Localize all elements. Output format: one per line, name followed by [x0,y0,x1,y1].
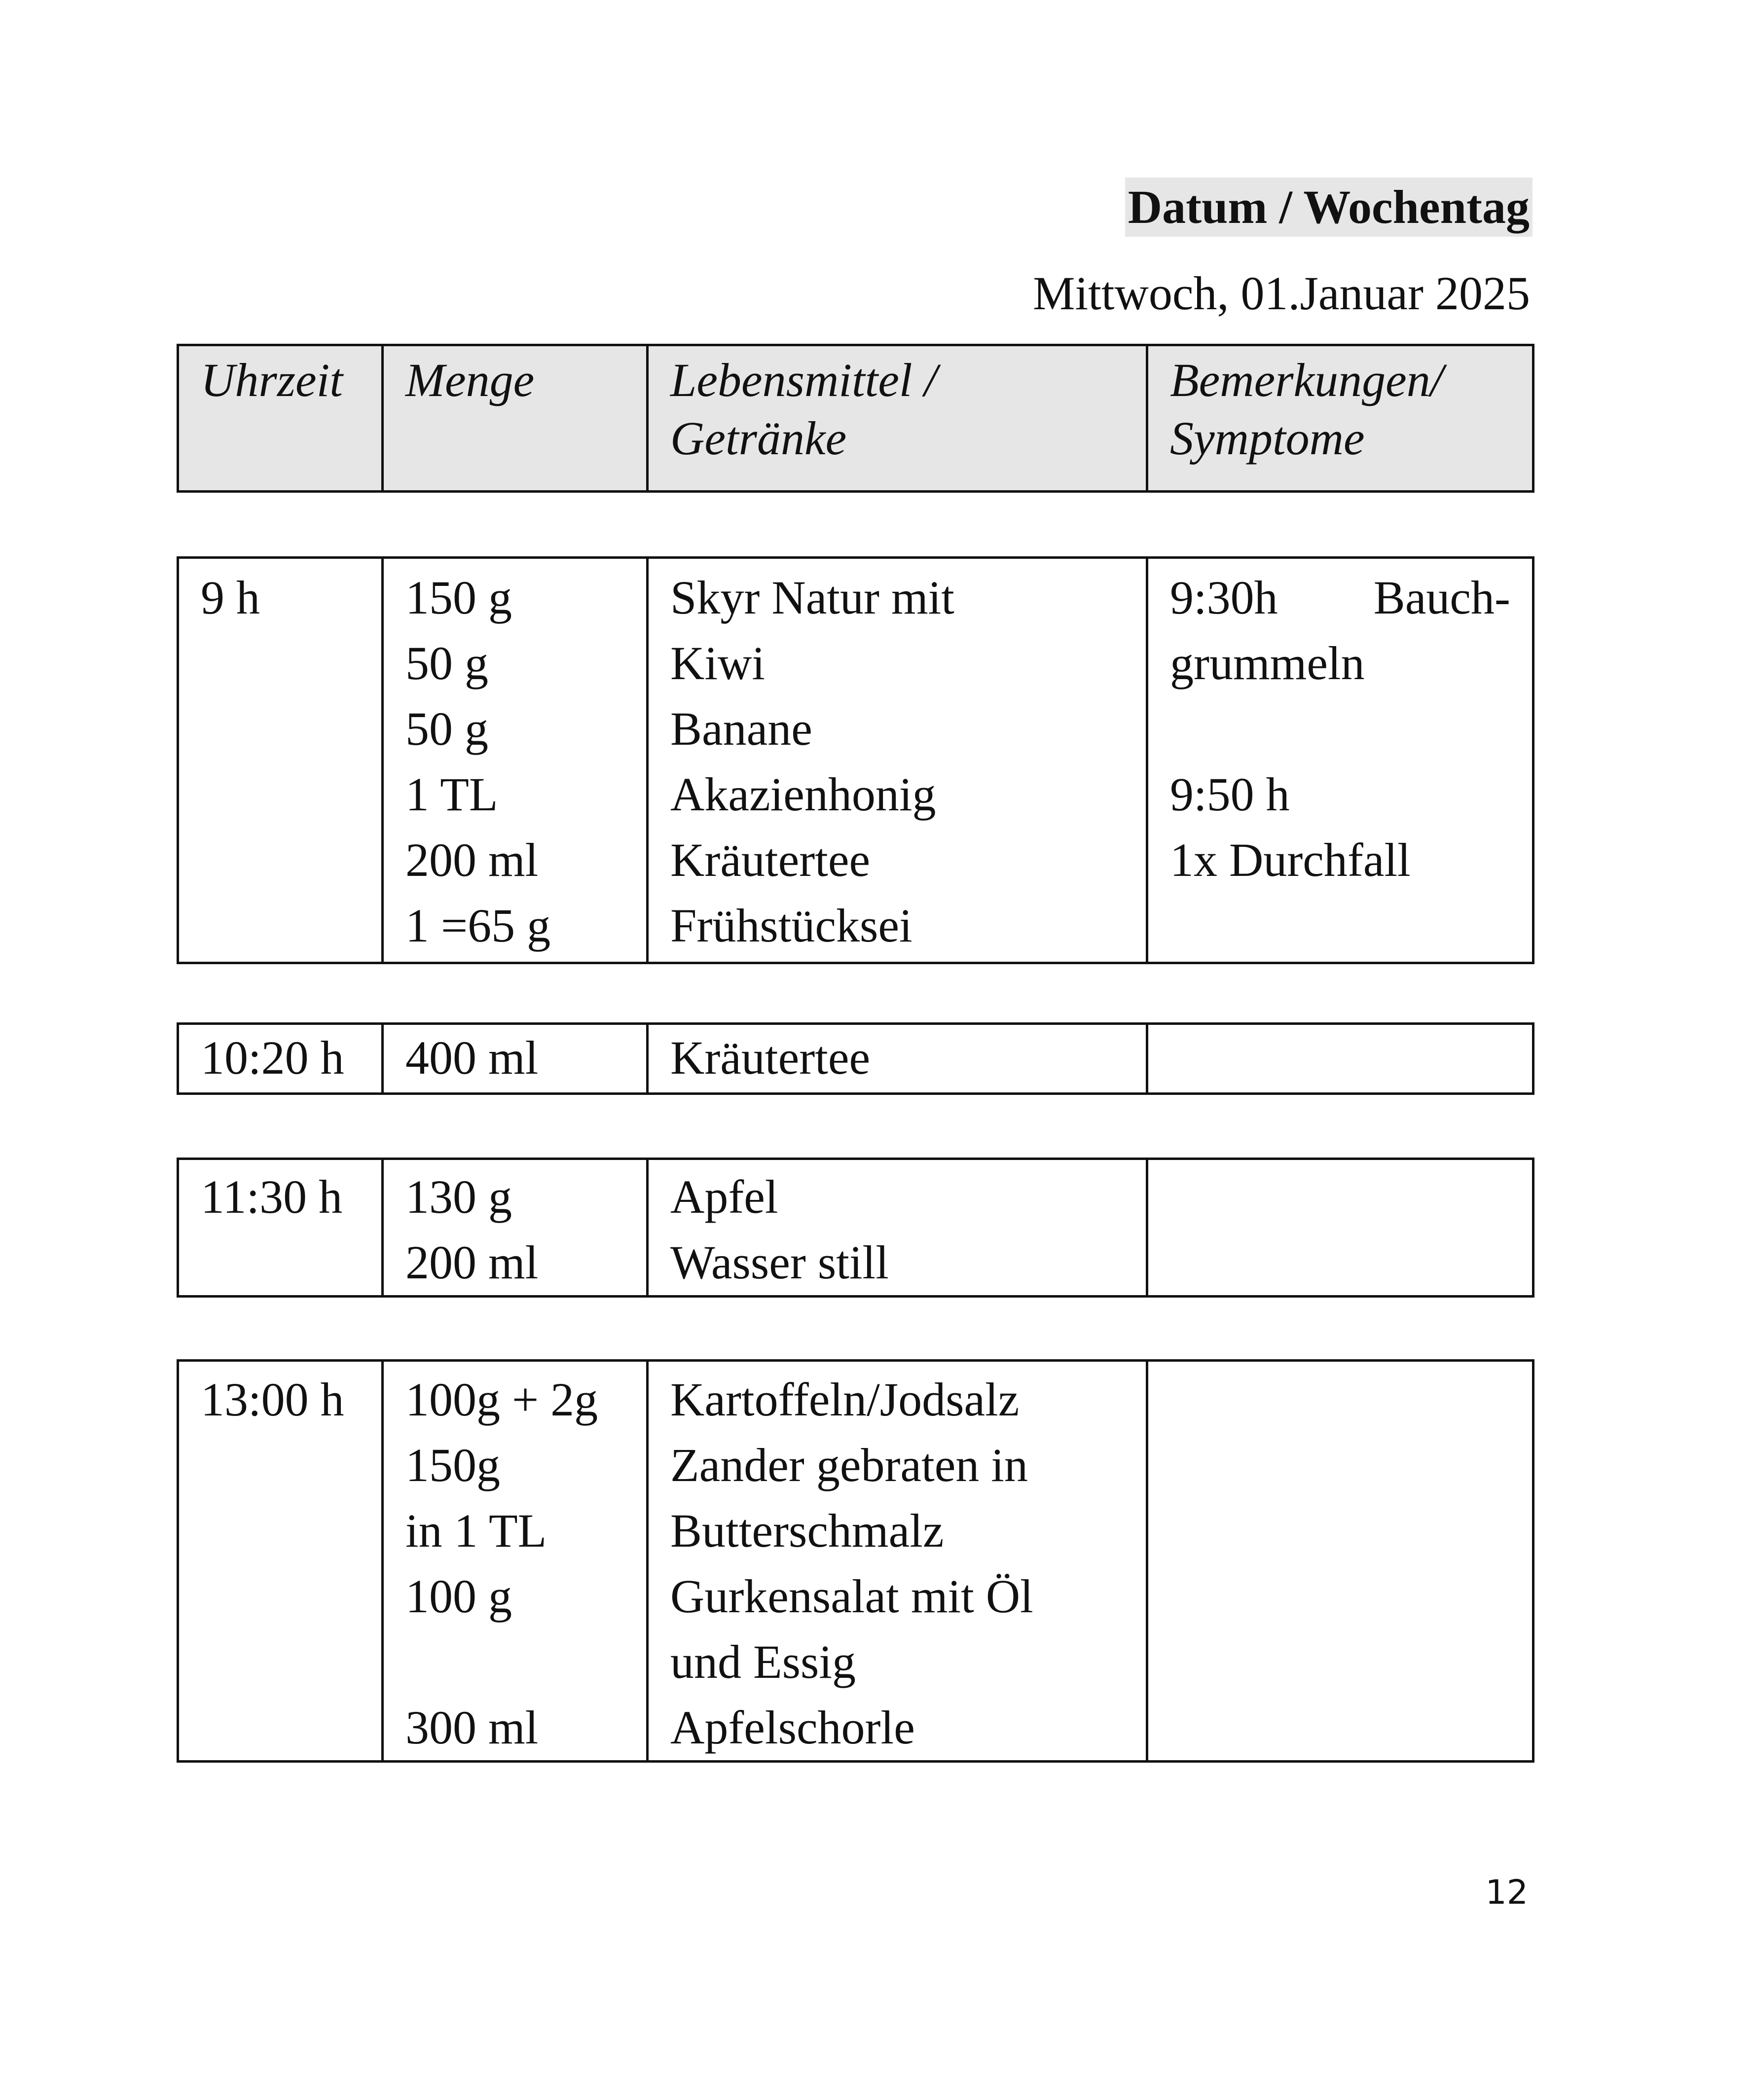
amount-item: 130 g [405,1170,512,1223]
amount-spacer [405,1629,646,1695]
amount-item: 100g + 2g [405,1373,598,1426]
food-item: Gurkensalat mit Öl [670,1570,1033,1623]
food-item: Zander gebraten in [670,1439,1028,1491]
note-line: 9:50 h [1170,768,1290,821]
entry-amount-cell [383,1159,648,1297]
food-item: Skyr Natur mit [670,571,954,624]
food-item: Kartoffeln/Jodsalz [670,1373,1020,1426]
header-notes-label-line1: Bemerkungen/ [1170,354,1444,406]
food-item: Frühstücksei [670,899,912,952]
header-time [178,345,383,492]
amount-item: 1 =65 g [405,899,551,952]
food-item: und Essig [670,1635,856,1688]
amount-item: 150 g [405,571,512,624]
food-item: Kräutertee [670,833,871,886]
column-header-table [177,344,1534,493]
date-value: Mittwoch, 01.Januar 2025 [1033,267,1530,320]
food-item: Wasser still [670,1236,889,1289]
entry-notes-cell [1147,1024,1533,1094]
entry-food-cell [648,1159,1147,1297]
table-row [178,558,1533,963]
header-row [178,345,1533,492]
note-symptom-part: Bauch- [1373,571,1510,624]
entry-food-cell [648,1024,1147,1094]
note-line [1170,565,1532,630]
entry-time-cell [178,1024,383,1094]
note-time: 9:30h [1170,571,1278,624]
note-line: 1x Durchfall [1170,833,1411,886]
entry-food-cell [648,1361,1147,1762]
amount-item: 300 ml [405,1701,539,1754]
header-food-label-line1: Lebensmittel / [670,354,938,406]
food-item: Kräutertee [670,1031,871,1084]
page-number: 12 [1485,1873,1528,1912]
header-notes-label-line2: Symptome [1170,412,1365,465]
table-row [178,1159,1533,1297]
food-item: Akazienhonig [670,768,936,821]
table-row [178,1361,1533,1762]
date-heading: Datum / Wochentag [1125,178,1532,237]
amount-item: 1 TL [405,768,498,821]
header-notes [1147,345,1533,492]
amount-item: 200 ml [405,1236,539,1289]
entry-time-cell [178,1361,383,1762]
header-amount-label: Menge [405,354,535,406]
amount-item: 50 g [405,702,488,755]
food-item: Kiwi [670,637,765,689]
entry-time: 10:20 h [201,1031,344,1084]
food-item: Banane [670,702,812,755]
amount-item: 100 g [405,1570,512,1623]
entry-time: 11:30 h [201,1170,343,1223]
header-food [648,345,1147,492]
amount-item: 50 g [405,637,488,689]
food-item: Apfel [670,1170,778,1223]
amount-item: 400 ml [405,1031,539,1084]
entry-time-cell [178,1159,383,1297]
food-item: Butterschmalz [670,1504,944,1557]
entry-amount-cell [383,558,648,963]
entry-time-cell [178,558,383,963]
note-spacer [1170,696,1532,761]
entry-notes-cell [1147,558,1533,963]
header-food-label-line2: Getränke [670,412,847,465]
note-line: grummeln [1170,637,1365,689]
food-item: Apfelschorle [670,1701,915,1754]
header-time-label: Uhrzeit [201,354,343,406]
entry-table-3 [177,1158,1534,1298]
entry-time: 13:00 h [201,1373,344,1426]
entry-food-cell [648,558,1147,963]
entry-table-4 [177,1359,1534,1763]
entry-notes-cell [1147,1361,1533,1762]
header-amount [383,345,648,492]
entry-time: 9 h [201,571,260,624]
amount-item: 200 ml [405,833,539,886]
entry-amount-cell [383,1024,648,1094]
amount-item: 150g [405,1439,500,1491]
table-row [178,1024,1533,1094]
entry-table-2 [177,1022,1534,1095]
amount-item: in 1 TL [405,1504,547,1557]
entry-table-1 [177,556,1534,964]
entry-amount-cell [383,1361,648,1762]
entry-notes-cell [1147,1159,1533,1297]
